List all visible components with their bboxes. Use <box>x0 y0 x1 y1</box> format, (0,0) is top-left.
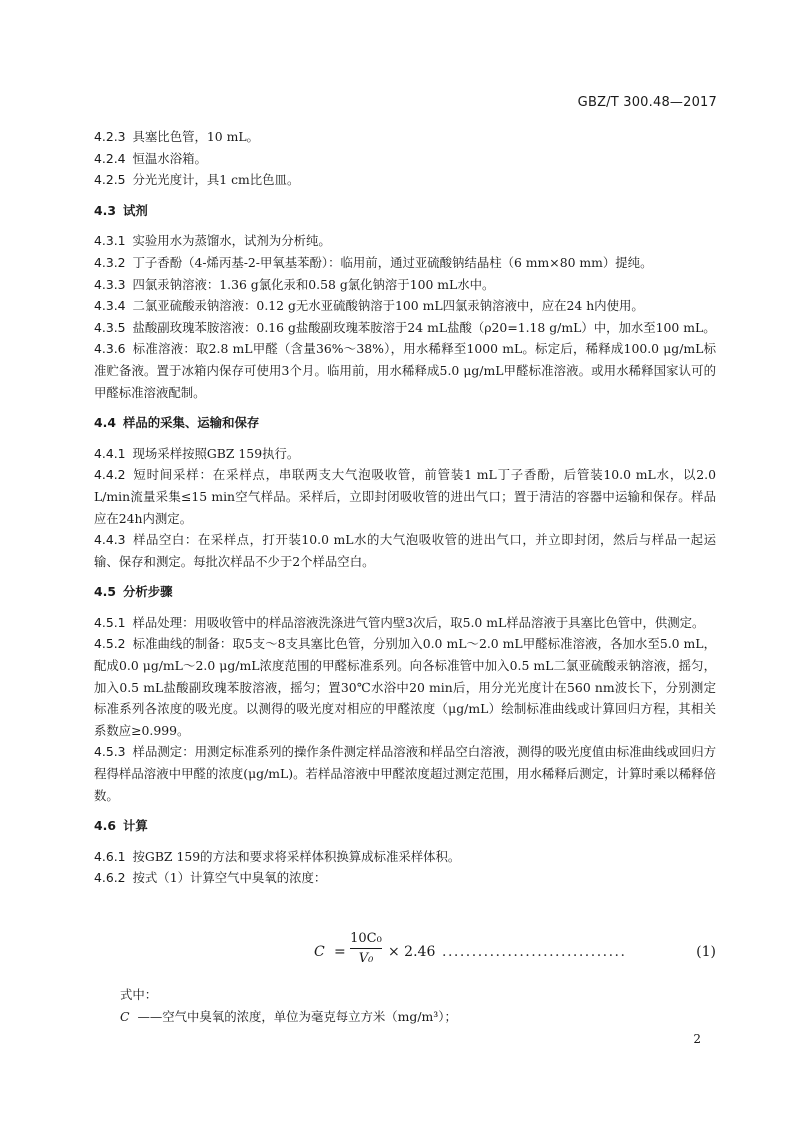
clause-number: 4.3.4 <box>94 298 126 314</box>
clause-number: 4.4.1 <box>94 445 126 461</box>
clause-number: 4.2.3 <box>94 129 126 144</box>
clause-text: 实验用水为蒸馏水，试剂为分析纯。 <box>132 233 331 249</box>
clause-text: 分光光度计，具1 cm比色皿。 <box>132 172 300 188</box>
clause-paragraph <box>94 867 716 889</box>
clause-paragraph <box>94 317 716 339</box>
text-flow <box>94 126 716 889</box>
clause-text: 四氯汞钠溶液：1.36 g氯化汞和0.58 g氯化钠溶于100 mL水中。 <box>132 276 495 292</box>
clause-paragraph <box>94 846 716 868</box>
where-label: 式中： <box>120 987 158 1002</box>
clause-number: 4.3.1 <box>94 233 126 249</box>
clause-number: 4.6 <box>94 818 116 834</box>
clause-paragraph <box>94 148 716 170</box>
fraction-bar <box>350 948 382 949</box>
clause-number: 4.4.2 <box>94 467 126 483</box>
clause-number: 4.2.4 <box>94 150 126 166</box>
clause-text: 现场采样按照GBZ 159执行。 <box>132 445 300 461</box>
clause-number: 4.5.2 <box>94 636 126 652</box>
clause-paragraph <box>94 295 716 317</box>
clause-text: 样品的采集、运输和保存 <box>122 415 260 431</box>
clause-text: 标准溶液：取2.8 mL甲醛（含量36%～38%），用水稀释至1000 mL。标定后，稀释成100.0 μg/mL标准贮备液。置于冰箱内保存可使用3个月。临用前，用水稀释成5.0 μg/mL甲醛标准溶液。或用水稀释国家认可的甲醛标准溶液配制。 <box>94 341 716 400</box>
clause-paragraph <box>94 633 716 741</box>
formula-lhs: C <box>314 944 325 960</box>
clause-text: 样品处理：用吸收管中的样品溶液洗涤进气管内壁3次后，取5.0 mL样品溶液于具塞比色管中，供测定。 <box>132 614 705 630</box>
clause-number: 4.4.3 <box>94 532 126 548</box>
clause-number: 4.3.6 <box>94 341 126 357</box>
section-heading <box>94 815 716 837</box>
clause-paragraph <box>94 169 716 191</box>
clause-text: 试剂 <box>122 202 148 218</box>
formula-denominator: V₀ <box>358 951 374 966</box>
formula-1 <box>94 931 716 970</box>
formula-number: (1) <box>696 944 716 960</box>
section-heading <box>94 412 716 434</box>
clause-text: 样品空白：在采样点，打开装10.0 mL水的大气泡吸收管的进出气口，并立即封闭，然后与样品一起运输、保存和测定。每批次样品不少于2个样品空白。 <box>94 532 716 569</box>
clause-number: 4.5.1 <box>94 614 126 630</box>
clause-text: 样品测定：用测定标准系列的操作条件测定样品溶液和样品空白溶液，测得的吸光度值由标准曲线或回归方程得样品溶液中甲醛的浓度(μg/mL)。若样品溶液中甲醛浓度超过测定范围，用水稀释后测定，计算时乘以稀释倍数。 <box>94 744 716 803</box>
clause-number: 4.6.2 <box>94 870 126 886</box>
formula-rhs: × 2.46 <box>388 944 436 960</box>
clause-number: 4.3 <box>94 202 116 218</box>
clause-number: 4.2.5 <box>94 172 126 188</box>
definition-symbol: C <box>120 1009 130 1024</box>
symbol-definition <box>120 1006 457 1028</box>
formula-numerator: 10C₀ <box>350 931 382 946</box>
clause-text: 标准曲线的制备：取5支～8支具塞比色管，分别加入0.0 mL～2.0 mL甲醛标准溶液，各加水至5.0 mL，配成0.0 μg/mL～2.0 μg/mL浓度范围的甲醛标准系列。向各标准管中加入0.5 mL二氯亚硫酸汞钠溶液，摇匀，加入0.5 mL盐酸副玫瑰苯胺溶液，摇匀；置30℃水浴中20 min后，用分光光度计在560 nm波长下，分别测定标准系列各浓度的吸光度。以测得的吸光度对相应的甲醛浓度（μg/mL）绘制标准曲线或计算回归方程，其相关系数应≥0.999。 <box>94 636 716 738</box>
clause-paragraph <box>94 612 716 634</box>
document-body <box>94 126 716 1024</box>
clause-number: 4.3.2 <box>94 254 126 270</box>
section-heading <box>94 200 716 222</box>
clause-number: 4.3.3 <box>94 276 126 292</box>
clause-paragraph <box>94 252 716 274</box>
page-header: GBZ/T 300.48—2017 <box>577 95 717 110</box>
clause-text: 按GBZ 159的方法和要求将采样体积换算成标准采样体积。 <box>132 848 461 864</box>
clause-paragraph <box>94 443 716 465</box>
formula-equals: = <box>334 944 346 960</box>
page-number: 2 <box>693 1032 701 1046</box>
clause-number: 4.4 <box>94 415 116 431</box>
clause-paragraph <box>94 464 716 529</box>
formula-leader-dots: ............................... <box>442 944 627 960</box>
clause-number: 4.3.5 <box>94 319 126 335</box>
section-heading <box>94 581 716 603</box>
clause-number: 4.5 <box>94 584 116 600</box>
clause-text: 按式（1）计算空气中臭氧的浓度： <box>132 870 327 886</box>
clause-number: 4.6.1 <box>94 848 126 864</box>
clause-paragraph <box>94 529 716 572</box>
clause-text: 恒温水浴箱。 <box>132 150 207 166</box>
clause-text: 计算 <box>122 818 148 834</box>
clause-text: 盐酸副玫瑰苯胺溶液：0.16 g盐酸副玫瑰苯胺溶于24 mL盐酸（ρ20=1.18 g/mL）中，加水至100 mL。 <box>132 319 716 335</box>
clause-paragraph <box>94 741 716 806</box>
formula-fraction <box>350 930 382 967</box>
clause-paragraph <box>94 338 716 403</box>
clause-text: 短时间采样：在采样点，串联两支大气泡吸收管，前管装1 mL丁子香酚，后管装10.0 mL水，以2.0 L/min流量采集≤15 min空气样品。采样后，立即封闭吸收管的进出气口；置于清洁的容器中运输和保存。样品应在24h内测定。 <box>94 467 716 526</box>
clause-text: 丁子香酚（4-烯丙基-2-甲氧基苯酚）：临用前，通过亚硫酸钠结晶柱（6 mm×80 mm）提纯。 <box>132 254 653 270</box>
definition-text: ——空气中臭氧的浓度，单位为毫克每立方米（mg/m³）； <box>137 1009 457 1024</box>
clause-text: 具塞比色管，10 mL。 <box>132 129 259 144</box>
clause-paragraph <box>94 274 716 296</box>
clause-number: 4.5.3 <box>94 744 126 760</box>
clause-text: 二氯亚硫酸汞钠溶液：0.12 g无水亚硫酸钠溶于100 mL四氯汞钠溶液中，应在24 h内使用。 <box>132 298 644 314</box>
clause-text: 分析步骤 <box>122 584 173 600</box>
clause-paragraph <box>94 230 716 252</box>
clause-paragraph <box>94 126 716 148</box>
